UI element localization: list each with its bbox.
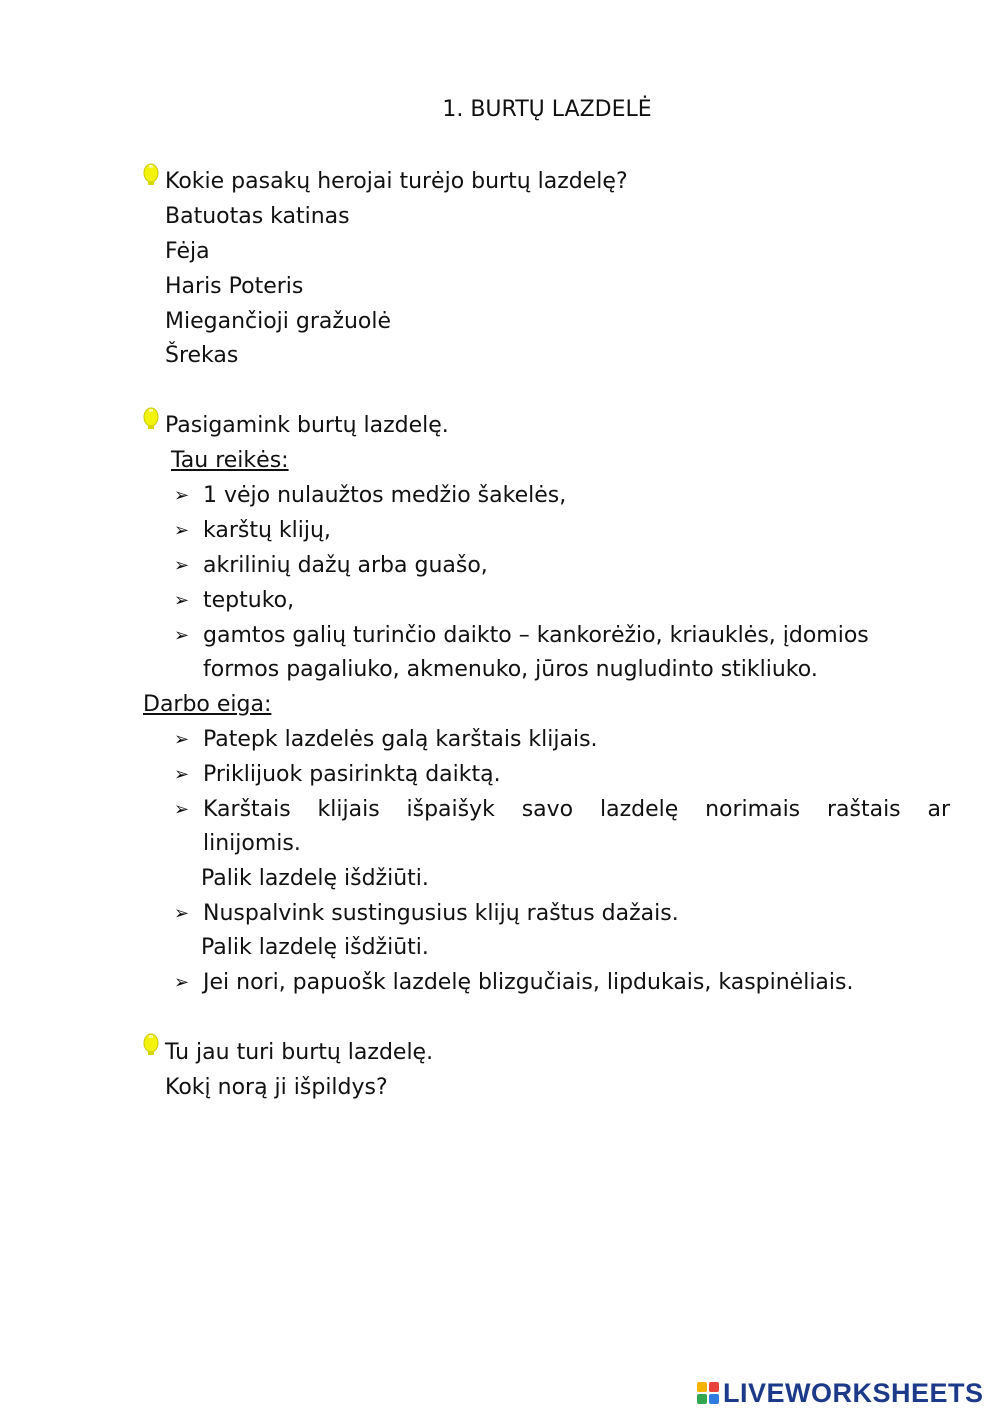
- lightbulb-icon: [143, 1033, 159, 1059]
- needs-item: akrilinių dažų arba guašo,: [203, 553, 488, 578]
- step-word: ar: [927, 797, 950, 822]
- step-item: Nuspalvink sustingusius klijų raštus dažais.: [203, 901, 679, 926]
- step-item: Jei nori, papuošk lazdelę blizgučiais, lipdukais, kaspinėliais.: [203, 970, 854, 995]
- arrow-bullet-icon: ➢: [174, 729, 190, 750]
- arrow-bullet-icon: ➢: [174, 590, 190, 611]
- step-note: Palik lazdelę išdžiūti.: [201, 935, 429, 960]
- section2-heading: Pasigamink burtų lazdelę.: [165, 413, 449, 438]
- needs-item: 1 vėjo nulaužtos medžio šakelės,: [203, 483, 567, 508]
- steps-label: Darbo eiga:: [143, 692, 272, 717]
- lightbulb-icon: [143, 407, 159, 433]
- section3-line1: Tu jau turi burtų lazdelę.: [165, 1040, 434, 1065]
- arrow-bullet-icon: ➢: [174, 799, 190, 820]
- arrow-bullet-icon: ➢: [174, 972, 190, 993]
- answer-item: Batuotas katinas: [165, 204, 350, 229]
- section1-question: Kokie pasakų herojai turėjo burtų lazdelę?: [165, 169, 628, 194]
- arrow-bullet-icon: ➢: [174, 555, 190, 576]
- arrow-bullet-icon: ➢: [174, 903, 190, 924]
- step-word: norimais: [705, 797, 801, 822]
- step-word: lazdelę: [599, 797, 679, 822]
- needs-item: gamtos galių turinčio daikto – kankorėžio, kriauklės, įdomios: [203, 623, 869, 648]
- answer-item: Fėja: [165, 239, 210, 264]
- needs-item: teptuko,: [203, 588, 295, 613]
- needs-item-continued: formos pagaliuko, akmenuko, jūros nugludinto stikliuko.: [203, 657, 818, 682]
- liveworksheets-logo: [697, 1377, 984, 1409]
- arrow-bullet-icon: ➢: [174, 764, 190, 785]
- answer-item: Miegančioji gražuolė: [165, 309, 391, 334]
- section3-line2: Kokį norą ji išpildys?: [165, 1075, 388, 1100]
- step-item: Priklijuok pasirinktą daiktą.: [203, 762, 501, 787]
- needs-label: Tau reikės:: [171, 448, 289, 473]
- step-item-justified: [203, 795, 950, 825]
- step-word: klijais: [317, 797, 380, 822]
- step-word: Karštais: [203, 797, 291, 822]
- step-word: savo: [521, 797, 574, 822]
- page-title: 1. BURTŲ LAZDELĖ: [442, 97, 652, 122]
- arrow-bullet-icon: ➢: [174, 625, 190, 646]
- needs-item: karštų klijų,: [203, 518, 331, 543]
- step-item: Patepk lazdelės galą karštais klijais.: [203, 727, 598, 752]
- step-item-continued: linijomis.: [203, 831, 301, 856]
- logo-text: LIVEWORKSHEETS: [723, 1377, 984, 1408]
- step-word: raštais: [826, 797, 901, 822]
- step-word: išpaišyk: [406, 797, 495, 822]
- answer-item: Šrekas: [165, 343, 239, 368]
- step-note: Palik lazdelę išdžiūti.: [201, 866, 429, 891]
- arrow-bullet-icon: ➢: [174, 485, 190, 506]
- lightbulb-icon: [143, 163, 159, 189]
- logo-mark-icon: [697, 1382, 719, 1404]
- answer-item: Haris Poteris: [165, 274, 304, 299]
- arrow-bullet-icon: ➢: [174, 520, 190, 541]
